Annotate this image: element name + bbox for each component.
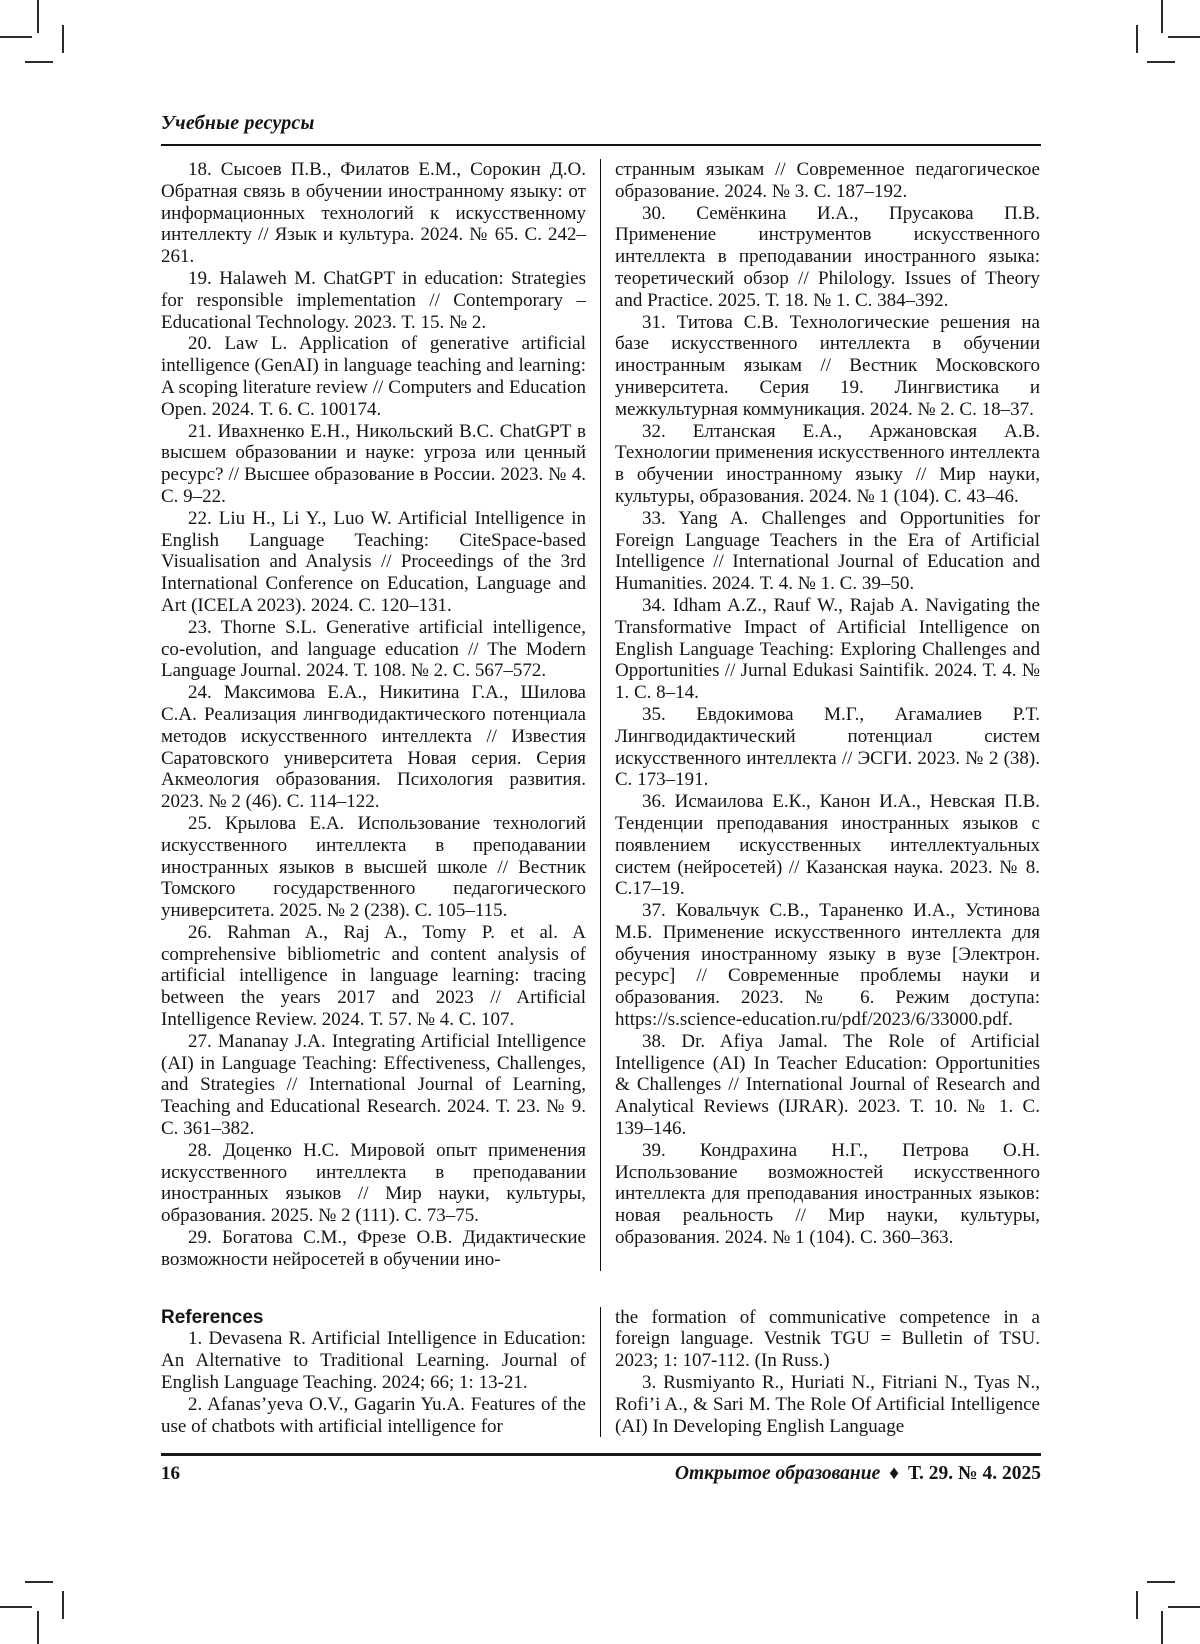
reference-item: 31. Титова С.В. Технологические решения на базе искусственного интеллекта в обучении иностранным языкам // Вестник Московского университета. Серия 19. Лингвистика и межкультурная коммуникация. 2024. № 2. С. 18–37. bbox=[615, 311, 1040, 420]
bibliography-section bbox=[161, 159, 1041, 1271]
crop-mark bbox=[37, 0, 39, 33]
references-left-column bbox=[161, 1307, 586, 1438]
reference-item: 22. Liu H., Li Y., Luo W. Artificial Intelligence in English Language Teaching: CiteSpace-based Visualisation and Analysis // Proceedings of the 3rd International Conference on Education, Language and Art (ICELA 2023). 2024. С. 120–131. bbox=[161, 507, 586, 616]
reference-item: 2. Afanas’yeva O.V., Gagarin Yu.A. Features of the use of chatbots with artificial intelligence for bbox=[161, 1393, 586, 1437]
crop-mark bbox=[37, 1611, 39, 1644]
journal-title: Открытое образование bbox=[674, 1463, 881, 1485]
journal-info bbox=[675, 1463, 1041, 1485]
references-heading: References bbox=[161, 1306, 264, 1328]
crop-mark bbox=[1147, 1581, 1175, 1583]
crop-mark bbox=[25, 61, 53, 63]
reference-item: 19. Halaweh M. ChatGPT in education: Strategies for responsible implementation // Contemporary – Educational Technology. 2023. Т. 15. № 2. bbox=[161, 267, 586, 333]
reference-item: странным языкам // Современное педагогическое образование. 2024. № 3. С. 187–192. bbox=[615, 159, 1040, 202]
reference-item: 21. Ивахненко Е.Н., Никольский В.С. ChatGPT в высшем образовании и науке: угроза или ценный ресурс? // Высшее образование в России. 2023. № 4. С. 9–22. bbox=[161, 420, 586, 507]
running-head bbox=[161, 112, 1041, 146]
reference-item: 26. Rahman A., Raj A., Tomy P. et al. A comprehensive bibliometric and content analysis of artificial intelligence in language learning: tracing between the years 2017 and 2023 // Artificial Intelligence Review. 2024. Т. 57. № 4. С. 107. bbox=[161, 921, 586, 1031]
bibliography-right-column bbox=[615, 159, 1040, 1271]
crop-mark bbox=[1161, 1611, 1163, 1644]
references-right-column bbox=[615, 1307, 1040, 1438]
reference-item: 32. Елтанская Е.А., Аржановская А.В. Технологии применения искусственного интеллекта в обучении иностранному языку // Мир науки, культуры, образования. 2024. № 1 (104). С. 43–46. bbox=[615, 420, 1040, 507]
column-divider bbox=[600, 1307, 601, 1438]
references-left-list bbox=[161, 1328, 586, 1437]
crop-mark bbox=[1136, 1591, 1138, 1619]
section-title: Учебные ресурсы bbox=[161, 112, 315, 134]
reference-item: 39. Кондрахина Н.Г., Петрова О.Н. Использование возможностей искусственного интеллекта для преподавания иностранных языков: новая реальность // Мир науки, культуры, образования. 2024. № 1 (104). С. 360–363. bbox=[615, 1139, 1040, 1249]
crop-mark bbox=[1168, 1606, 1200, 1608]
reference-item: 28. Доценко Н.С. Мировой опыт применения искусственного интеллекта в преподавании иностранных языков // Мир науки, культуры, образования. 2025. № 2 (111). С. 73–75. bbox=[161, 1139, 586, 1227]
reference-item: 18. Сысоев П.В., Филатов Е.М., Сорокин Д.О. Обратная связь в обучении иностранному языку: от информационных технологий к искусственному интеллекту // Язык и культура. 2024. № 65. С. 242–261. bbox=[161, 159, 586, 268]
crop-mark bbox=[1161, 0, 1163, 33]
reference-item: 24. Максимова Е.А., Никитина Г.А., Шилова С.А. Реализация лингводидактического потенциала методов искусственного интеллекта // Известия Саратовского университета Новая серия. Серия Акмеология образования. Психология развития. 2023. № 2 (46). С. 114–122. bbox=[161, 682, 586, 813]
crop-mark bbox=[62, 25, 64, 53]
issue-info: Т. 29. № 4. 2025 bbox=[907, 1463, 1041, 1485]
reference-item: 25. Крылова Е.А. Использование технологий искусственного интеллекта в преподавании иностранных языков в высшей школе // Вестник Томского государственного педагогического университета. 2025. № 2 (238). С. 105–115. bbox=[161, 812, 586, 922]
references-section bbox=[161, 1307, 1041, 1438]
reference-item: 30. Семёнкина И.А., Прусакова П.В. Применение инструментов искусственного интеллекта в преподавании иностранного языка: теоретический обзор // Philology. Issues of Theory and Practice. 2025. Т. 18. № 1. С. 384–392. bbox=[615, 202, 1040, 311]
crop-mark bbox=[0, 36, 32, 38]
crop-mark bbox=[1136, 25, 1138, 53]
reference-item: 23. Thorne S.L. Generative artificial intelligence, co-evolution, and language education // The Modern Language Journal. 2024. Т. 108. № 2. С. 567–572. bbox=[161, 616, 586, 682]
diamond-icon: ♦ bbox=[889, 1463, 900, 1485]
page-footer bbox=[161, 1453, 1041, 1485]
column-divider bbox=[600, 159, 601, 1271]
reference-item: 1. Devasena R. Artificial Intelligence in Education: An Alternative to Traditional Learning. Journal of English Language Teaching. 2024; 66; 1: 13-21. bbox=[161, 1328, 586, 1394]
crop-mark bbox=[62, 1591, 64, 1619]
reference-item: 37. Ковальчук С.В., Тараненко И.А., Устинова М.Б. Применение искусственного интеллекта для обучения иностранному языку в вузе [Электрон. ресурс] // Современные проблемы науки и образования. 2023. № 6. Режим доступа: https://s.science-education.ru/pdf/2023/6/33000.pdf. bbox=[615, 900, 1040, 1031]
crop-mark bbox=[1168, 36, 1200, 38]
reference-item: 38. Dr. Afiya Jamal. The Role of Artificial Intelligence (AI) In Teacher Education: Opportunities & Challenges // International Journal of Research and Analytical Reviews (IJRAR). 2023. Т. 10. № 1. С. 139–146. bbox=[615, 1030, 1040, 1140]
crop-mark bbox=[25, 1581, 53, 1583]
bibliography-left-column bbox=[161, 159, 586, 1271]
reference-item: 35. Евдокимова М.Г., Агамалиев Р.Т. Лингводидактический потенциал систем искусственного интеллекта // ЭСГИ. 2023. № 2 (38). С. 173–191. bbox=[615, 703, 1040, 791]
journal-page bbox=[161, 112, 1041, 1485]
crop-mark bbox=[0, 1606, 32, 1608]
page-number: 16 bbox=[161, 1463, 180, 1485]
reference-item: 33. Yang A. Challenges and Opportunities for Foreign Language Teachers in the Era of Artificial Intelligence // International Journal of Education and Humanities. 2024. Т. 4. № 1. С. 39–50. bbox=[615, 507, 1040, 595]
reference-item: 36. Исмаилова Е.К., Канон И.А., Невская П.В. Тенденции преподавания иностранных языков с появлением искусственных интеллектуальных систем (нейросетей) // Казанская наука. 2023. № 8. С.17–19. bbox=[615, 791, 1040, 900]
crop-mark bbox=[1147, 61, 1175, 63]
reference-item: 20. Law L. Application of generative artificial intelligence (GenAI) in language teaching and learning: A scoping literature review // Computers and Education Open. 2024. Т. 6. С. 100174. bbox=[161, 333, 586, 420]
reference-item: 27. Mananay J.A. Integrating Artificial Intelligence (AI) in Language Teaching: Effectiveness, Challenges, and Strategies // International Journal of Learning, Teaching and Educational Research. 2024. Т. 23. № 9. С. 361–382. bbox=[161, 1030, 586, 1140]
reference-item: 34. Idham A.Z., Rauf W., Rajab A. Navigating the Transformative Impact of Artificial Intelligence on English Language Teaching: Exploring Challenges and Opportunities // Jurnal Edukasi Saintifik. 2024. Т. 4. № 1. С. 8–14. bbox=[615, 594, 1040, 704]
reference-item: 3. Rusmiyanto R., Huriati N., Fitriani N., Tyas N., Rofi’i A., & Sari M. The Role Of Artificial Intelligence (AI) In Developing English Language bbox=[615, 1372, 1040, 1437]
reference-item: the formation of communicative competence in a foreign language. Vestnik TGU = Bulletin of TSU. 2023; 1: 107-112. (In Russ.) bbox=[615, 1306, 1040, 1372]
reference-item: 29. Богатова С.М., Фрезе О.В. Дидактические возможности нейросетей в обучении ино- bbox=[161, 1227, 586, 1270]
